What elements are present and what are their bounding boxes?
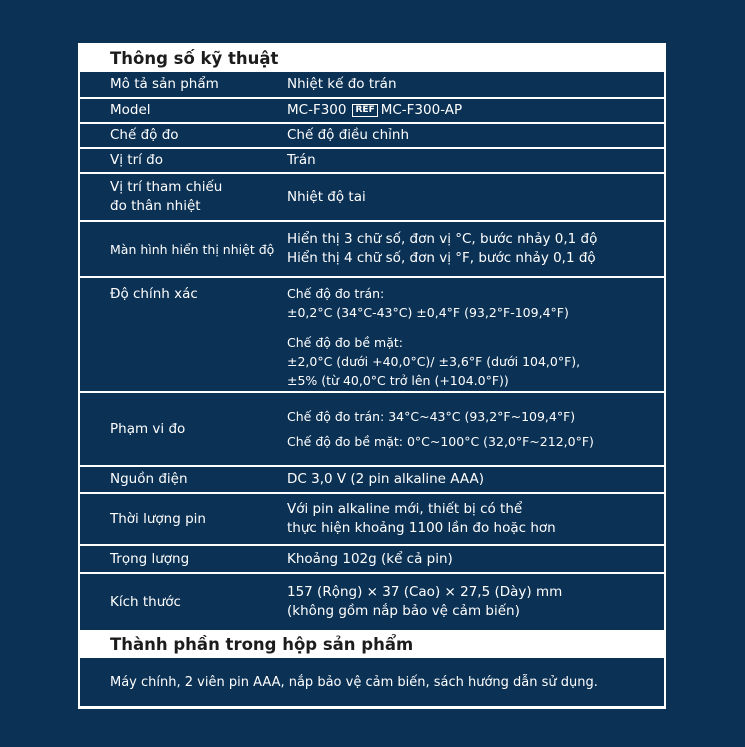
spec-value-line: Chế độ đo trán: 34°C~43°C (93,2°F~109,4°F) (287, 409, 576, 424)
spec-row-measurement-mode (80, 124, 664, 149)
spec-value: Khoảng 102g (kể cả pin) (287, 550, 453, 567)
spec-label: Model (110, 102, 151, 118)
accuracy-forehead-value: ±0,2°C (34°C-43°C) ±0,4°F (93,2°F-109,4°F) (287, 305, 569, 320)
spec-value-line: Chế độ đo bề mặt: 0°C~100°C (32,0°F~212,0°F) (287, 434, 594, 449)
spec-row-accuracy (80, 278, 664, 393)
spec-row-weight (80, 546, 664, 574)
spec-label: Mô tả sản phẩm (110, 76, 219, 92)
model-number: MC-F300 (287, 102, 347, 118)
spec-value: Nhiệt độ tai (287, 188, 366, 205)
spec-value: Chế độ điều chỉnh (287, 127, 410, 143)
spec-row-battery-life (80, 494, 664, 546)
spec-value: Trán (287, 152, 316, 168)
spec-label: Nguồn điện (110, 471, 188, 487)
spec-label: Trọng lượng (110, 550, 190, 567)
spec-value-line: Với pin alkaline mới, thiết bị có thể (287, 501, 523, 517)
spec-value (287, 494, 664, 544)
spec-label: Màn hình hiển thị nhiệt độ (110, 241, 275, 257)
spec-label: Phạm vi đo (110, 420, 186, 437)
model-ref-number: MC-F300-AP (380, 102, 463, 118)
spec-value (287, 574, 664, 630)
spec-label: Kích thước (110, 593, 181, 610)
accuracy-surface-value: ±2,0°C (dưới +40,0°C)/ ±3,6°F (dưới 104,0°F), (287, 354, 581, 369)
spec-row-product-description (80, 72, 664, 99)
spec-value (287, 278, 664, 391)
spec-row-model (80, 99, 664, 124)
spec-label: Vị trí đo (110, 152, 163, 168)
accuracy-surface-title: Chế độ đo bề mặt: (287, 335, 403, 350)
specs-section-title: Thông số kỹ thuật (80, 45, 664, 72)
spec-row-display (80, 222, 664, 278)
spec-row-power (80, 467, 664, 494)
spec-value-line: thực hiện khoảng 1100 lần đo hoặc hơn (287, 520, 556, 536)
accuracy-forehead-title: Chế độ đo trán: (287, 286, 385, 301)
spec-row-dimensions (80, 574, 664, 630)
specification-table (78, 43, 666, 709)
spec-label: Độ chính xác (110, 286, 198, 302)
spec-value (287, 393, 664, 465)
spec-value (287, 99, 664, 122)
spec-value-line: 157 (Rộng) × 37 (Cao) × 27,5 (Dày) mm (287, 584, 563, 600)
spec-label (80, 174, 287, 220)
box-contents-title: Thành phần trong hộp sản phẩm (80, 630, 664, 658)
spec-value-line: Hiển thị 4 chữ số, đơn vị °F, bước nhảy 0,1 độ (287, 250, 596, 266)
spec-value-line: Hiển thị 3 chữ số, đơn vị °C, bước nhảy 0,1 độ (287, 231, 598, 247)
accuracy-surface-value: ±5% (từ 40,0°C trở lên (+104.0°F)) (287, 373, 509, 388)
spec-row-reference-site (80, 174, 664, 222)
spec-label: Chế độ đo (110, 127, 179, 143)
spec-value: Nhiệt kế đo trán (287, 76, 397, 92)
ref-badge: REF (352, 104, 377, 117)
spec-label-line: đo thân nhiệt (110, 198, 201, 214)
spec-value (287, 222, 664, 276)
box-contents-text: Máy chính, 2 viên pin AAA, nắp bảo vệ cảm biến, sách hướng dẫn sử dụng. (110, 674, 598, 690)
spec-row-measurement-range (80, 393, 664, 467)
spec-value: DC 3,0 V (2 pin alkaline AAA) (287, 471, 484, 487)
spec-value-line: (không gồm nắp bảo vệ cảm biến) (287, 603, 520, 619)
spec-row-measurement-site (80, 149, 664, 174)
spec-label: Thời lượng pin (110, 510, 206, 527)
spec-label-line: Vị trí tham chiếu (110, 179, 223, 195)
